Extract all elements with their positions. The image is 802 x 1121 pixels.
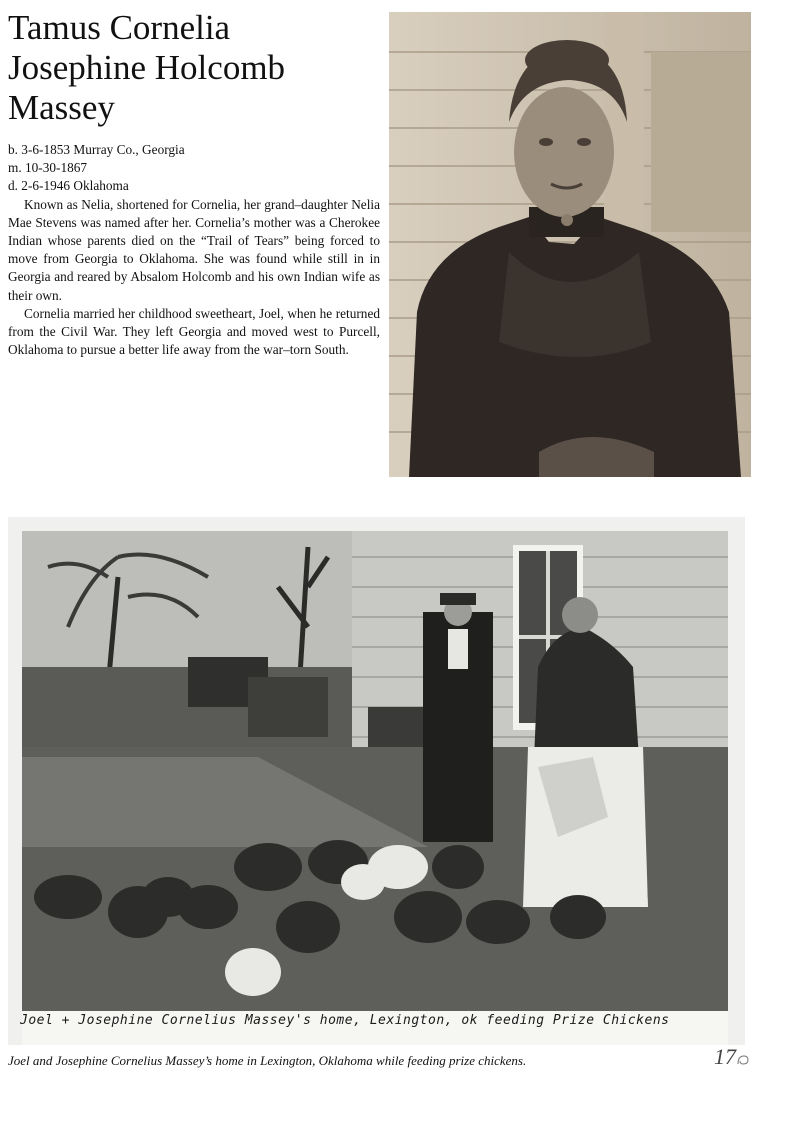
page-ornament-icon	[736, 1054, 750, 1066]
death-line: d. 2-6-1946 Oklahoma	[8, 178, 129, 194]
marriage-line: m. 10-30-1867	[8, 160, 88, 176]
title-line-3: Massey	[8, 88, 115, 127]
birth-line: b. 3-6-1853 Murray Co., Georgia	[8, 142, 185, 157]
page-title	[8, 8, 378, 128]
photo-caption: Joel and Josephine Cornelius Massey’s home in Lexington, Oklahoma while feeding prize chickens.	[8, 1053, 527, 1068]
photo-handwritten-note: Joel + Josephine Cornelius Massey's home, Lexington, ok feeding Prize Chickens	[20, 1013, 670, 1028]
biography	[8, 141, 380, 359]
title-line-2: Josephine Holcomb	[8, 48, 286, 87]
bio-paragraph-1: Known as Nelia, shortened for Cornelia, her grand–daughter Nelia Mae Stevens was named after her. Cornelia’s mother was a Cherokee Indian whose parents died on the “Trail of Tears” being forced to move from Georgia to Oklahoma. She was found while still in in Georgia and reared by Absalom Holcomb and his own Indian wife as their own.	[8, 196, 380, 303]
farm-photo	[8, 517, 745, 1045]
title-line-1: Tamus Cornelia	[8, 8, 231, 47]
page-number: 17	[714, 1044, 736, 1069]
portrait-photo	[389, 12, 751, 477]
bio-paragraph-2: Cornelia married her childhood sweetheart, Joel, when he returned from the Civil War. They left Georgia and moved west to Purcell, Oklahoma to pursue a better life away from the war–torn South.	[8, 305, 380, 358]
